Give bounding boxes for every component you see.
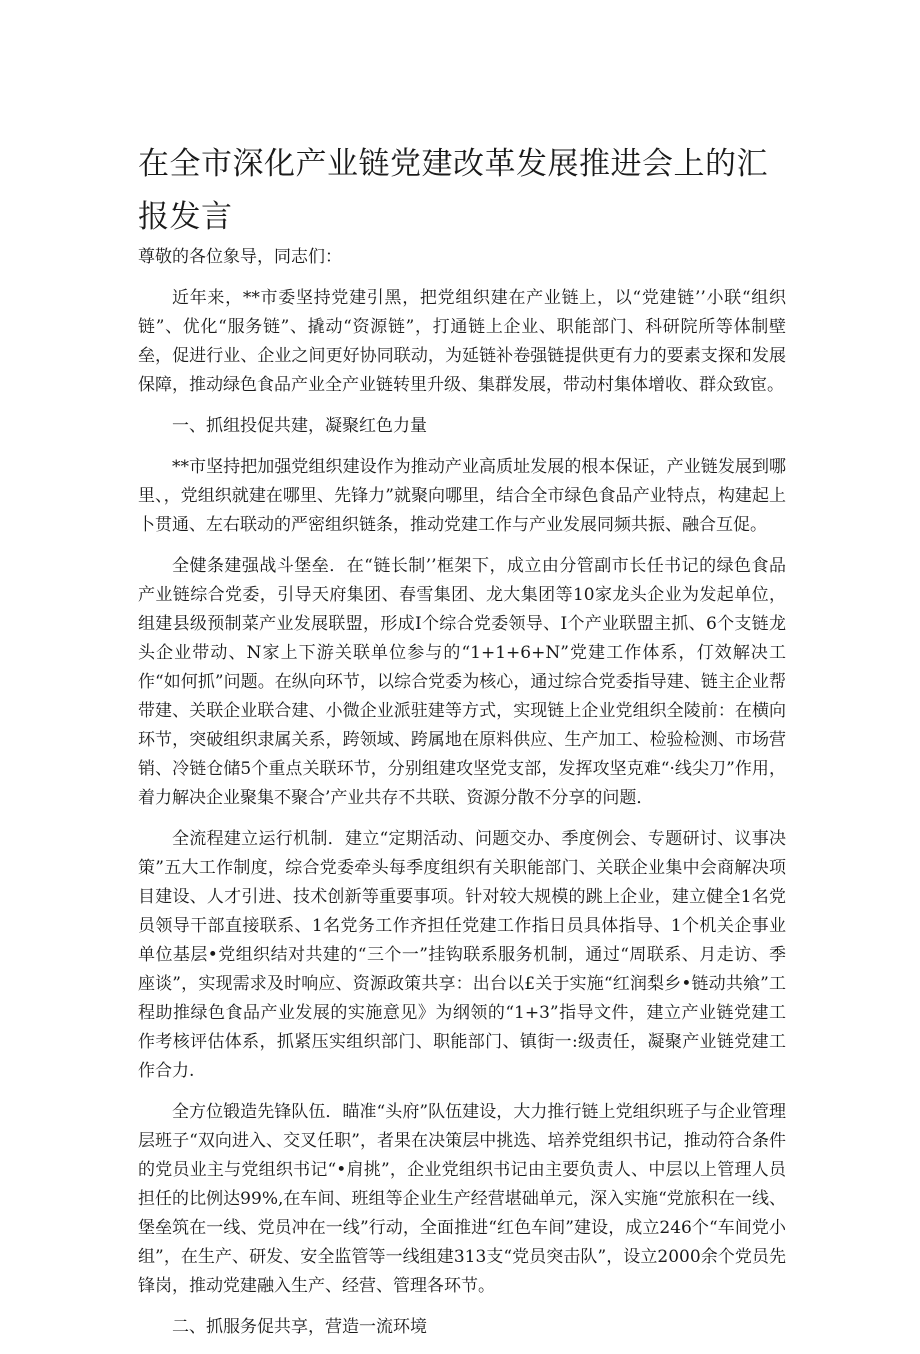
section-heading-1: 一、抓组投促共建，凝聚红色力量 [172, 416, 427, 436]
section-heading-2: 二、抓服务促共享，营造一流环境 [172, 1317, 427, 1337]
paragraph-section1-overview: **市坚持把加强党组织建设作为推动产业高质址发展的根本保证，产业链发展到哪里、，党组织就建在哪里、先锋力”就聚向哪里，结合全市绿色食品产业特点，构建起上卜贯通、左右联动的严密组织链条，推动党建工作与产业发展同频共振、融合互促。 [138, 457, 786, 535]
paragraph-operating-mechanism: 全流程建立运行机制．建立“定期活动、问题交办、季度例会、专题研讨、议事决策”五大工作制度，综合党委牵头每季度组织有关职能部门、关联企业集中会商解决项目建设、人才引进、技术创新等重要事项。针对较大规模的跳上企业，建立健全1名党员领导干部直接联系、1名党务工作齐担任党建工作指日员具体指导、1个机关企事业单位基层•党组织结对共建的“三个一”挂钩联系服务机制，通过“周联系、月走访、季座谈”，实现需求及时响应、资源政策共享：出台以£关于实施“红润梨乡•链动共飨”工程助推绿色食品产业发展的实施意见》为纲领的“1+3”指导文件，建立产业链党建工作考核评估体系，抓紧压实组织部门、职能部门、镇街一:级责任，凝聚产业链党建工作合力. [138, 829, 786, 1081]
document-body [138, 243, 786, 1354]
paragraph-intro: 近年来，**市委坚持党建引黑，把党组织建在产业链上，以“党建链’’小联“组织链”、优化“服务链”、撬动“资源链”，打通链上企业、职能部门、科研院所等体制壁垒，促进行业、企业之间更好协同联动，为延链补卷强链提供更有力的要素支探和发展保障，推动绿色食品产业全产业链转里升级、集群发展，带动村集体增收、群众致宦。 [138, 288, 786, 395]
paragraph-battle-fortress: 全健条建强战斗堡垒．在“链长制’’框架下，成立由分管副市长任书记的绿色食品产业链综合党委，引导天府集团、春雪集团、龙大集团等10家龙头企业为发起单位，组建县级预制菜产业发展联盟，形成I个综合党委领导、I个产业联盟主抓、6个支链龙头企业带动、N家上下游关联单位参与的“1+1+6+N”党建工作体系，仃效解决工作“如何抓”问题。在纵向环节，以综合党委为核心，通过综合党委指导建、链主企业帮带建、关联企业联合建、小微企业派驻建等方式，实现链上企业党组织全陵前：在横向环节，突破组织隶属关系，跨领域、跨属地在原料供应、生产加工、检验检测、市场营销、冷链仓储5个重点关联环节，分别组建攻坚党支部，发挥攻坚克难“·线尖刀”作用，着力解决企业聚集不聚合’产业共存不共联、资源分散不分享的问题． [138, 556, 786, 808]
paragraph-vanguard-team: 全方位锻造先锋队伍．瞄准“头府”队伍建设，大力推行链上党组织班子与企业管理层班子“双向进入、交叉任职”，者果在决策层中挑选、培养党组织书记，推动符合条件的党员业主与党组织书记“•肩挑”，企业党组织书记由主要负责人、中层以上管理人员担任的比例达99%,在车间、班组等企业生产经营堪础单元，深入实施“党旅积在一线、堡垒筑在一线、党员冲在一线”行动，全面推进“红色车间”建设，成立246个“车间党小组”，在生产、研发、安全监管等一线组建313支“党员突击队”，设立2000余个党员先锋岗，推动党建融入生产、经营、管理各环节。 [138, 1102, 786, 1296]
page-title: 在全市深化产业链党建改革发展推进会上的汇报发言 [138, 146, 768, 235]
salutation: 尊敬的各位象导，同志们： [138, 247, 342, 267]
